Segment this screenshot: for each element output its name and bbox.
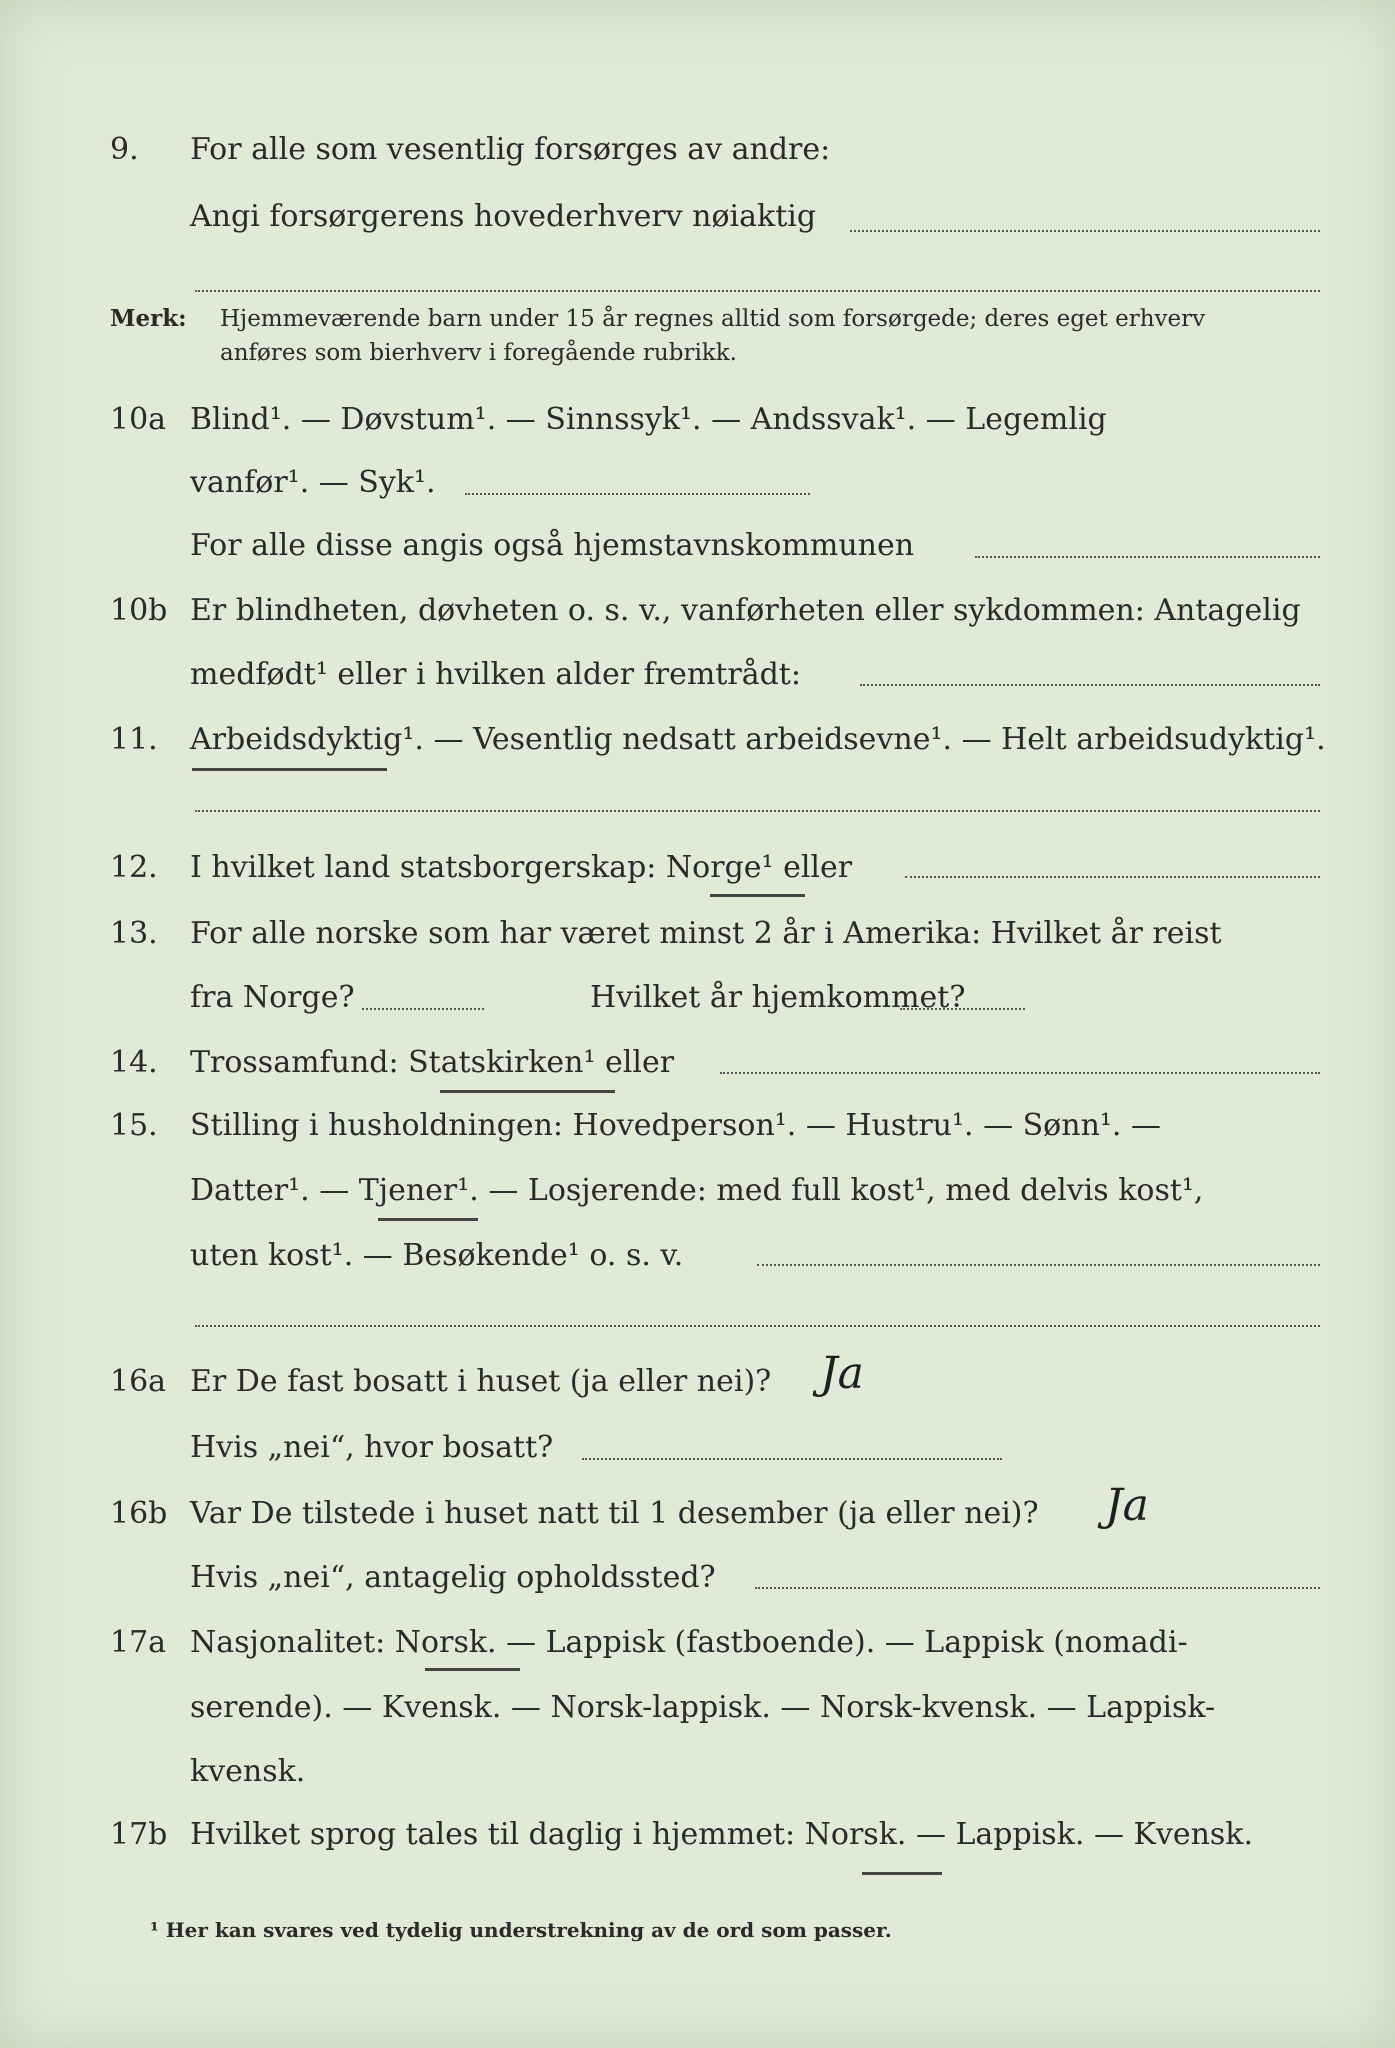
- q14-handwritten-underline: [440, 1090, 615, 1093]
- q9-answer-field-2[interactable]: [195, 290, 1320, 292]
- q15-answer-field[interactable]: [757, 1264, 1320, 1266]
- merk-label: Merk:: [110, 305, 187, 332]
- q14-answer-field[interactable]: [720, 1072, 1320, 1074]
- q10a-number: 10a: [110, 402, 167, 437]
- q16b-text: Var De tilstede i huset natt til 1 desember (ja eller nei)?: [190, 1496, 1039, 1531]
- q16b-text-2: Hvis „nei“, antagelig opholdssted?: [190, 1560, 716, 1595]
- q15-text-3: uten kost¹. — Besøkende¹ o. s. v.: [190, 1238, 684, 1273]
- q12-answer-field[interactable]: [905, 876, 1320, 878]
- q10a-text-2: vanfør¹. — Syk¹.: [190, 465, 436, 500]
- q17a-text-3: kvensk.: [190, 1754, 306, 1789]
- q10a-text-3: For alle disse angis også hjemstavnskommunen: [190, 528, 915, 563]
- q14-number: 14.: [110, 1045, 158, 1080]
- q17a-handwritten-underline: [425, 1668, 520, 1671]
- q13-reist-field[interactable]: [362, 1008, 484, 1010]
- q17b-number: 17b: [110, 1817, 168, 1852]
- q16b-opholdssted-field[interactable]: [755, 1587, 1320, 1589]
- q9-answer-field[interactable]: [850, 230, 1320, 232]
- q17a-text: Nasjonalitet: Norsk. — Lappisk (fastboende). — Lappisk (nomadi-: [190, 1625, 1188, 1660]
- q13-hjemkommet-field[interactable]: [900, 1008, 1025, 1010]
- q17b-text: Hvilket sprog tales til daglig i hjemmet: Norsk. — Lappisk. — Kvensk.: [190, 1817, 1254, 1852]
- q13-text-2a: fra Norge?: [190, 980, 355, 1015]
- q15-answer-field-2[interactable]: [195, 1325, 1320, 1327]
- q11-text: Arbeidsdyktig¹. — Vesentlig nedsatt arbeidsevne¹. — Helt arbeidsudyktig¹.: [190, 722, 1326, 757]
- q10a-syk-field[interactable]: [465, 493, 810, 495]
- q10b-number: 10b: [110, 593, 168, 628]
- q12-number: 12.: [110, 850, 158, 885]
- q11-answer-field[interactable]: [195, 810, 1320, 812]
- merk-text-2: anføres som bierhverv i foregående rubrikk.: [220, 340, 737, 366]
- q10b-text: Er blindheten, døvheten o. s. v., vanførheten eller sykdommen: Antagelig: [190, 593, 1301, 628]
- q15-number: 15.: [110, 1108, 158, 1143]
- q17a-number: 17a: [110, 1625, 167, 1660]
- q12-handwritten-underline: [710, 894, 805, 897]
- q11-number: 11.: [110, 722, 158, 757]
- q16a-text-2: Hvis „nei“, hvor bosatt?: [190, 1430, 554, 1465]
- q16b-number: 16b: [110, 1496, 168, 1531]
- q9-number: 9.: [110, 132, 139, 167]
- q17a-text-2: serende). — Kvensk. — Norsk-lappisk. — Norsk-kvensk. — Lappisk-: [190, 1690, 1216, 1725]
- q16a-bosatt-field[interactable]: [582, 1458, 1002, 1460]
- q12-text: I hvilket land statsborgerskap: Norge¹ eller: [190, 850, 853, 885]
- q16a-handwritten-answer: Ja: [820, 1348, 864, 1399]
- q16b-handwritten-answer: Ja: [1105, 1480, 1149, 1531]
- q10a-kommune-field[interactable]: [975, 556, 1320, 558]
- footnote: ¹ Her kan svares ved tydelig understrekning av de ord som passer.: [150, 1918, 892, 1942]
- merk-text-1: Hjemmeværende barn under 15 år regnes alltid som forsørgede; deres eget erhverv: [220, 306, 1206, 332]
- q15-text-2: Datter¹. — Tjener¹. — Losjerende: med full kost¹, med delvis kost¹,: [190, 1173, 1204, 1208]
- q10b-text-2: medfødt¹ eller i hvilken alder fremtrådt:: [190, 657, 801, 692]
- q17b-handwritten-underline: [862, 1872, 942, 1875]
- q9-text: For alle som vesentlig forsørges av andre:: [190, 132, 831, 167]
- q15-text: Stilling i husholdningen: Hovedperson¹. — Hustru¹. — Sønn¹. —: [190, 1108, 1161, 1143]
- q10b-answer-field[interactable]: [860, 684, 1320, 686]
- q10a-text: Blind¹. — Døvstum¹. — Sinnssyk¹. — Andssvak¹. — Legemlig: [190, 402, 1107, 437]
- q14-text: Trossamfund: Statskirken¹ eller: [190, 1045, 675, 1080]
- q15-handwritten-underline: [378, 1218, 478, 1221]
- q13-text-2b: Hvilket år hjemkommet?: [590, 980, 966, 1015]
- q9-text-2: Angi forsørgerens hovederhverv nøiaktig: [190, 199, 817, 234]
- q16a-number: 16a: [110, 1364, 167, 1399]
- q13-text: For alle norske som har været minst 2 år i Amerika: Hvilket år reist: [190, 916, 1222, 951]
- q11-handwritten-underline: [192, 768, 387, 771]
- q13-number: 13.: [110, 916, 158, 951]
- q16a-text: Er De fast bosatt i huset (ja eller nei)?: [190, 1364, 772, 1399]
